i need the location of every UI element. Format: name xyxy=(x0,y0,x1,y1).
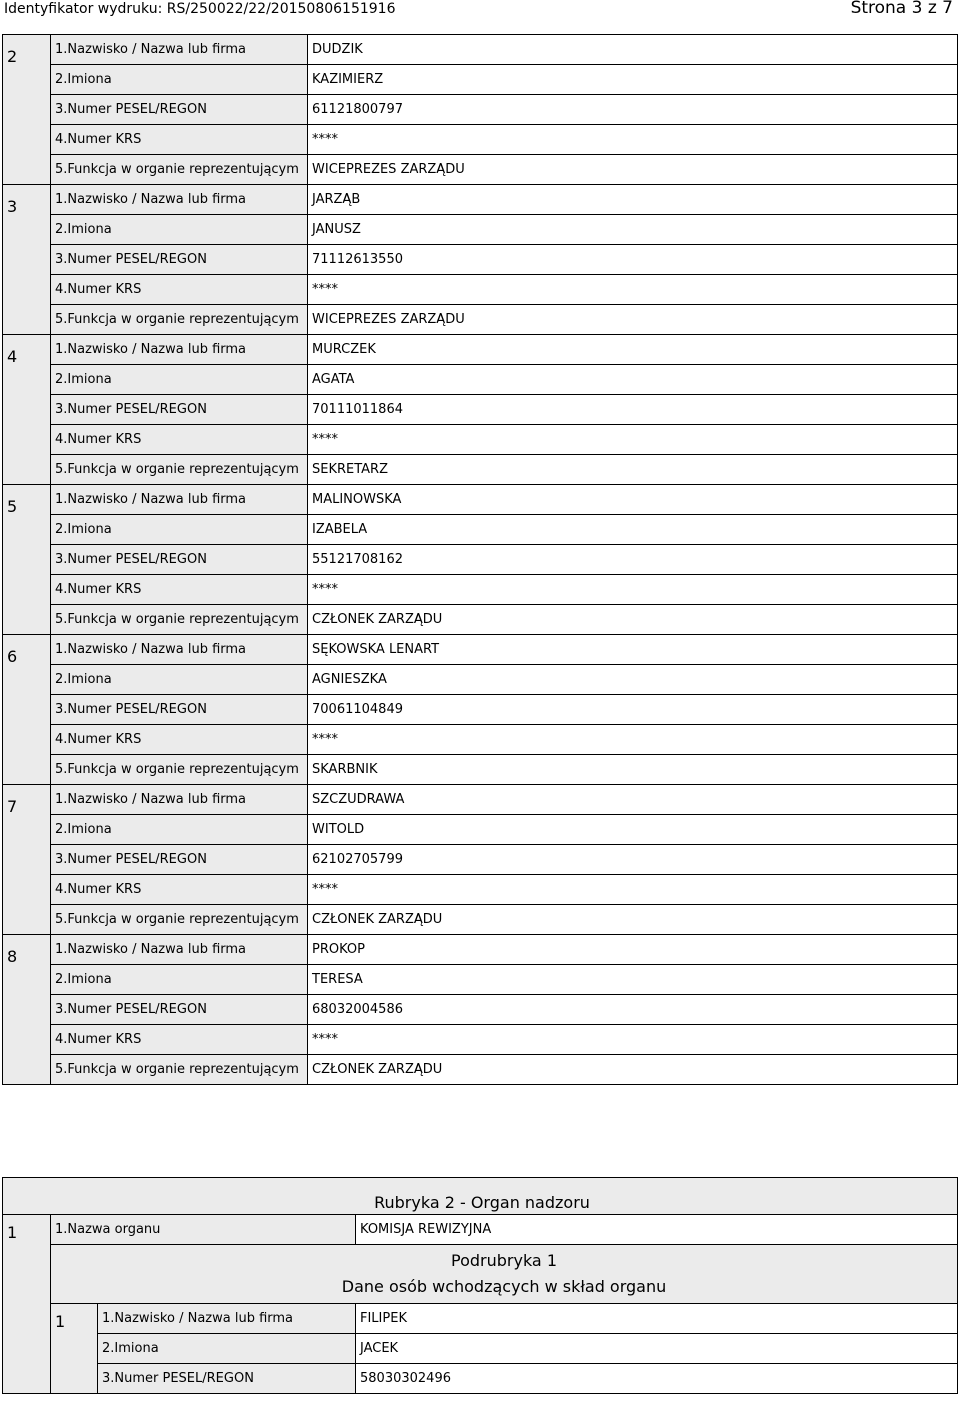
person-row xyxy=(3,365,958,395)
person-row xyxy=(3,305,958,335)
person-name: JARZĄB xyxy=(308,185,958,215)
person-function: WICEPREZES ZARZĄDU xyxy=(308,305,958,335)
person-row xyxy=(3,815,958,845)
person-row xyxy=(3,875,958,905)
person-name: DUDZIK xyxy=(308,35,958,65)
person-row xyxy=(3,245,958,275)
person-pesel: 71112613550 xyxy=(308,245,958,275)
field-label-function: 5.Funkcja w organie reprezentującym xyxy=(51,905,308,935)
person-function: WICEPREZES ZARZĄDU xyxy=(308,155,958,185)
field-label-function: 5.Funkcja w organie reprezentującym xyxy=(51,605,308,635)
person-number: 3 xyxy=(3,185,51,335)
person-row xyxy=(3,425,958,455)
person-first-name: WITOLD xyxy=(308,815,958,845)
person-row xyxy=(3,995,958,1025)
field-label-pesel: 3.Numer PESEL/REGON xyxy=(51,845,308,875)
field-label-first: 2.Imiona xyxy=(51,665,308,695)
field-label-krs: 4.Numer KRS xyxy=(51,275,308,305)
field-label-pesel: 3.Numer PESEL/REGON xyxy=(51,545,308,575)
person-number: 7 xyxy=(3,785,51,935)
person-row xyxy=(3,545,958,575)
member-pesel: 58030302496 xyxy=(356,1364,958,1394)
person-row xyxy=(3,845,958,875)
person-krs: **** xyxy=(308,875,958,905)
person-row xyxy=(3,725,958,755)
person-name: PROKOP xyxy=(308,935,958,965)
person-first-name: AGATA xyxy=(308,365,958,395)
person-row xyxy=(3,455,958,485)
person-krs: **** xyxy=(308,1025,958,1055)
person-row xyxy=(3,635,958,665)
field-label-krs: 4.Numer KRS xyxy=(51,125,308,155)
person-number: 6 xyxy=(3,635,51,785)
person-row xyxy=(3,155,958,185)
person-row xyxy=(3,35,958,65)
person-row xyxy=(3,515,958,545)
field-label-function: 5.Funkcja w organie reprezentującym xyxy=(51,755,308,785)
field-label-first: 2.Imiona xyxy=(51,815,308,845)
person-number: 5 xyxy=(3,485,51,635)
person-row xyxy=(3,935,958,965)
print-identifier: Identyfikator wydruku: RS/250022/22/20150806151916 xyxy=(4,1,396,17)
person-pesel: 55121708162 xyxy=(308,545,958,575)
field-label-pesel: 3.Numer PESEL/REGON xyxy=(51,695,308,725)
member-first-name: JACEK xyxy=(356,1334,958,1364)
field-label-name: 1.Nazwisko / Nazwa lub firma xyxy=(51,335,308,365)
person-first-name: KAZIMIERZ xyxy=(308,65,958,95)
person-pesel: 62102705799 xyxy=(308,845,958,875)
person-row xyxy=(3,275,958,305)
field-label-first: 2.Imiona xyxy=(51,365,308,395)
subsection-title xyxy=(51,1245,958,1304)
person-row xyxy=(3,665,958,695)
person-name: SĘKOWSKA LENART xyxy=(308,635,958,665)
field-label-name: 1.Nazwisko / Nazwa lub firma xyxy=(51,935,308,965)
field-label-pesel: 3.Numer PESEL/REGON xyxy=(51,395,308,425)
field-label-name: 1.Nazwisko / Nazwa lub firma xyxy=(51,35,308,65)
person-pesel: 68032004586 xyxy=(308,995,958,1025)
person-first-name: TERESA xyxy=(308,965,958,995)
person-pesel: 70111011864 xyxy=(308,395,958,425)
person-row xyxy=(3,1025,958,1055)
field-label-name: 1.Nazwisko / Nazwa lub firma xyxy=(51,635,308,665)
person-first-name: JANUSZ xyxy=(308,215,958,245)
person-name: MURCZEK xyxy=(308,335,958,365)
person-row xyxy=(3,185,958,215)
field-label-krs: 4.Numer KRS xyxy=(51,725,308,755)
person-pesel: 61121800797 xyxy=(308,95,958,125)
person-function: SEKRETARZ xyxy=(308,455,958,485)
organ-name-value: KOMISJA REWIZYJNA xyxy=(356,1215,958,1245)
field-label-name: 1.Nazwisko / Nazwa lub firma xyxy=(51,785,308,815)
supervisory-organ-table xyxy=(2,1177,958,1394)
person-krs: **** xyxy=(308,125,958,155)
field-label-first: 2.Imiona xyxy=(51,65,308,95)
person-row xyxy=(3,395,958,425)
person-krs: **** xyxy=(308,575,958,605)
person-krs: **** xyxy=(308,275,958,305)
field-label-name: 1.Nazwisko / Nazwa lub firma xyxy=(51,485,308,515)
person-row xyxy=(3,695,958,725)
field-label-krs: 4.Numer KRS xyxy=(51,425,308,455)
section-title: Rubryka 2 - Organ nadzoru xyxy=(3,1178,958,1215)
person-row xyxy=(3,755,958,785)
representatives-table xyxy=(2,34,958,1085)
person-row xyxy=(3,905,958,935)
field-label-krs: 4.Numer KRS xyxy=(51,1025,308,1055)
person-row xyxy=(3,335,958,365)
field-label-pesel: 3.Numer PESEL/REGON xyxy=(98,1364,356,1394)
person-row xyxy=(3,575,958,605)
field-label-first: 2.Imiona xyxy=(51,215,308,245)
person-row xyxy=(3,785,958,815)
person-number: 4 xyxy=(3,335,51,485)
person-name: SZCZUDRAWA xyxy=(308,785,958,815)
field-label-krs: 4.Numer KRS xyxy=(51,875,308,905)
page-header xyxy=(0,0,960,22)
person-name: MALINOWSKA xyxy=(308,485,958,515)
person-row xyxy=(3,965,958,995)
organ-name-label: 1.Nazwa organu xyxy=(51,1215,356,1245)
person-row xyxy=(3,485,958,515)
person-row xyxy=(3,215,958,245)
person-number: 8 xyxy=(3,935,51,1085)
member-name: FILIPEK xyxy=(356,1304,958,1334)
field-label-pesel: 3.Numer PESEL/REGON xyxy=(51,245,308,275)
person-function: CZŁONEK ZARZĄDU xyxy=(308,1055,958,1085)
person-first-name: IZABELA xyxy=(308,515,958,545)
person-row xyxy=(3,95,958,125)
organ-number: 1 xyxy=(3,1215,51,1394)
field-label-krs: 4.Numer KRS xyxy=(51,575,308,605)
person-function: CZŁONEK ZARZĄDU xyxy=(308,905,958,935)
person-krs: **** xyxy=(308,425,958,455)
person-first-name: AGNIESZKA xyxy=(308,665,958,695)
person-row xyxy=(3,1055,958,1085)
subsection-heading: Podrubryka 1 xyxy=(451,1251,557,1270)
person-row xyxy=(3,605,958,635)
field-label-pesel: 3.Numer PESEL/REGON xyxy=(51,995,308,1025)
subsection-description: Dane osób wchodzących w skład organu xyxy=(341,1277,667,1296)
field-label-function: 5.Funkcja w organie reprezentującym xyxy=(51,155,308,185)
member-number: 1 xyxy=(51,1304,98,1394)
field-label-first: 2.Imiona xyxy=(98,1334,356,1364)
person-function: SKARBNIK xyxy=(308,755,958,785)
field-label-pesel: 3.Numer PESEL/REGON xyxy=(51,95,308,125)
field-label-first: 2.Imiona xyxy=(51,515,308,545)
field-label-first: 2.Imiona xyxy=(51,965,308,995)
person-krs: **** xyxy=(308,725,958,755)
person-function: CZŁONEK ZARZĄDU xyxy=(308,605,958,635)
field-label-function: 5.Funkcja w organie reprezentującym xyxy=(51,455,308,485)
field-label-function: 5.Funkcja w organie reprezentującym xyxy=(51,305,308,335)
person-number: 2 xyxy=(3,35,51,185)
field-label-name: 1.Nazwisko / Nazwa lub firma xyxy=(51,185,308,215)
field-label-name: 1.Nazwisko / Nazwa lub firma xyxy=(98,1304,356,1334)
person-row xyxy=(3,65,958,95)
person-pesel: 70061104849 xyxy=(308,695,958,725)
field-label-function: 5.Funkcja w organie reprezentującym xyxy=(51,1055,308,1085)
page-number: Strona 3 z 7 xyxy=(850,0,953,18)
person-row xyxy=(3,125,958,155)
